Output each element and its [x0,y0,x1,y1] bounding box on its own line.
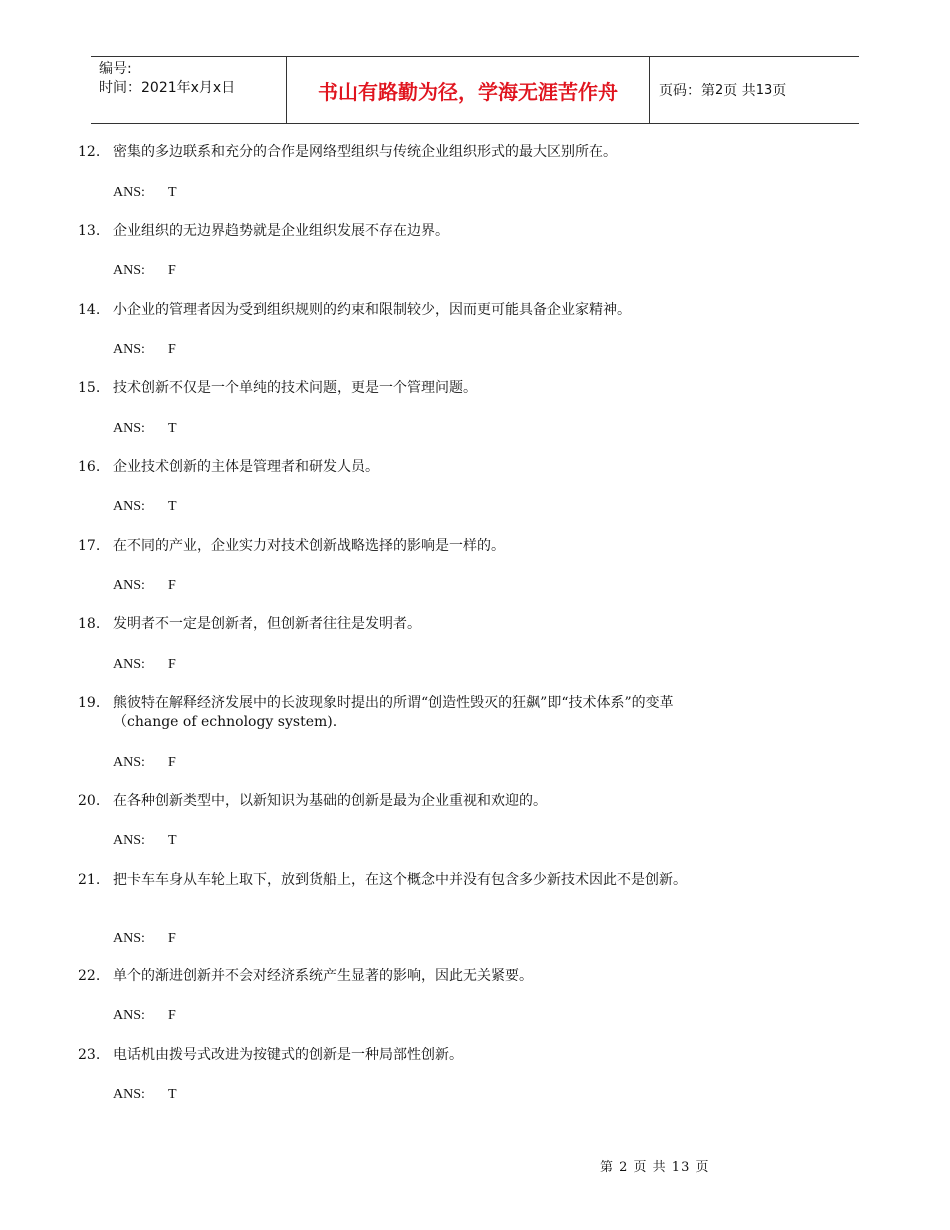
question-number: 13. [78,223,101,239]
answer-line [113,419,177,438]
answer-label: ANS: [113,421,145,436]
question-item [78,871,738,890]
question-item [78,143,738,162]
question-number: 22. [78,968,101,984]
answer-label: ANS: [113,931,145,946]
answer-value: T [168,833,177,848]
question-text: 技术创新不仅是一个单纯的技术问题，更是一个管理问题。 [113,380,477,396]
answer-line [113,183,177,202]
answer-label: ANS: [113,185,145,200]
question-item [78,694,738,732]
answer-label: ANS: [113,499,145,514]
answer-value: F [168,263,176,278]
answer-label: ANS: [113,1087,145,1102]
question-text: 企业组织的无边界趋势就是企业组织发展不存在边界。 [113,223,449,239]
question-number: 14. [78,302,101,318]
page-header-table [91,56,859,124]
answer-value: F [168,1008,176,1023]
answer-line [113,576,176,595]
answer-label: ANS: [113,657,145,672]
question-item [78,301,738,320]
answer-label: ANS: [113,755,145,770]
page-total: 13 [755,82,773,98]
answer-line [113,655,176,674]
motto-text: 书山有路勤为径，学海无涯苦作舟 [318,79,618,104]
question-number: 20. [78,793,101,809]
answer-line [113,753,176,772]
answer-label: ANS: [113,833,145,848]
answer-line [113,1006,176,1025]
answer-value: F [168,755,176,770]
page-end: 页 [772,83,787,99]
answer-value: F [168,342,176,357]
question-text: 企业技术创新的主体是管理者和研发人员。 [113,459,379,475]
answer-line [113,497,177,516]
answer-line [113,831,177,850]
question-text: 在各种创新类型中，以新知识为基础的创新是最为企业重视和欢迎的。 [113,793,547,809]
page-label: 页码：第 [659,83,715,99]
answer-value: F [168,657,176,672]
question-text: 熊彼特在解释经济发展中的长波现象时提出的所谓“创造性毁灭的狂飙”即“技术体系”的变革（change of echnology system). [113,695,674,730]
page-footer: 第 2 页 共 13 页 [600,1160,710,1175]
question-text: 电话机由拨号式改进为按键式的创新是一种局部性创新。 [113,1047,463,1063]
question-number: 17. [78,538,101,554]
question-number: 21. [78,872,101,888]
question-item [78,792,738,811]
answer-value: F [168,931,176,946]
question-item [78,615,738,634]
answer-line [113,929,176,948]
answer-label: ANS: [113,578,145,593]
question-item [78,222,738,241]
answer-value: T [168,185,177,200]
question-item [78,458,738,477]
header-info-cell [91,57,286,123]
header-motto-cell [286,57,650,123]
question-text: 把卡车车身从车轮上取下，放到货船上，在这个概念中并没有包含多少新技术因此不是创新。 [113,872,687,888]
answer-line [113,261,176,280]
question-text: 密集的多边联系和充分的合作是网络型组织与传统企业组织形式的最大区别所在。 [113,144,617,160]
question-number: 12. [78,144,101,160]
answer-value: T [168,421,177,436]
page-mid: 页 共 [723,83,756,99]
question-item [78,379,738,398]
header-page-cell [650,57,859,123]
question-text: 小企业的管理者因为受到组织规则的约束和限制较少，因而更可能具备企业家精神。 [113,302,631,318]
question-text: 在不同的产业，企业实力对技术创新战略选择的影响是一样的。 [113,538,505,554]
question-item [78,537,738,556]
question-number: 16. [78,459,101,475]
question-number: 15. [78,380,101,396]
answer-label: ANS: [113,1008,145,1023]
question-text: 发明者不一定是创新者，但创新者往往是发明者。 [113,616,421,632]
answer-line [113,340,176,359]
question-item [78,1046,738,1065]
question-text: 单个的渐进创新并不会对经济系统产生显著的影响，因此无关紧要。 [113,968,533,984]
answer-value: T [168,1087,177,1102]
answer-line [113,1085,177,1104]
answer-value: T [168,499,177,514]
answer-label: ANS: [113,263,145,278]
page-current: 2 [715,82,724,98]
question-number: 23. [78,1047,101,1063]
question-number: 19. [78,695,101,711]
question-number: 18. [78,616,101,632]
serial-label: 编号: [99,61,132,77]
answer-value: F [168,578,176,593]
time-label: 时间：2021年x月x日 [99,80,236,96]
answer-label: ANS: [113,342,145,357]
question-item [78,967,738,986]
